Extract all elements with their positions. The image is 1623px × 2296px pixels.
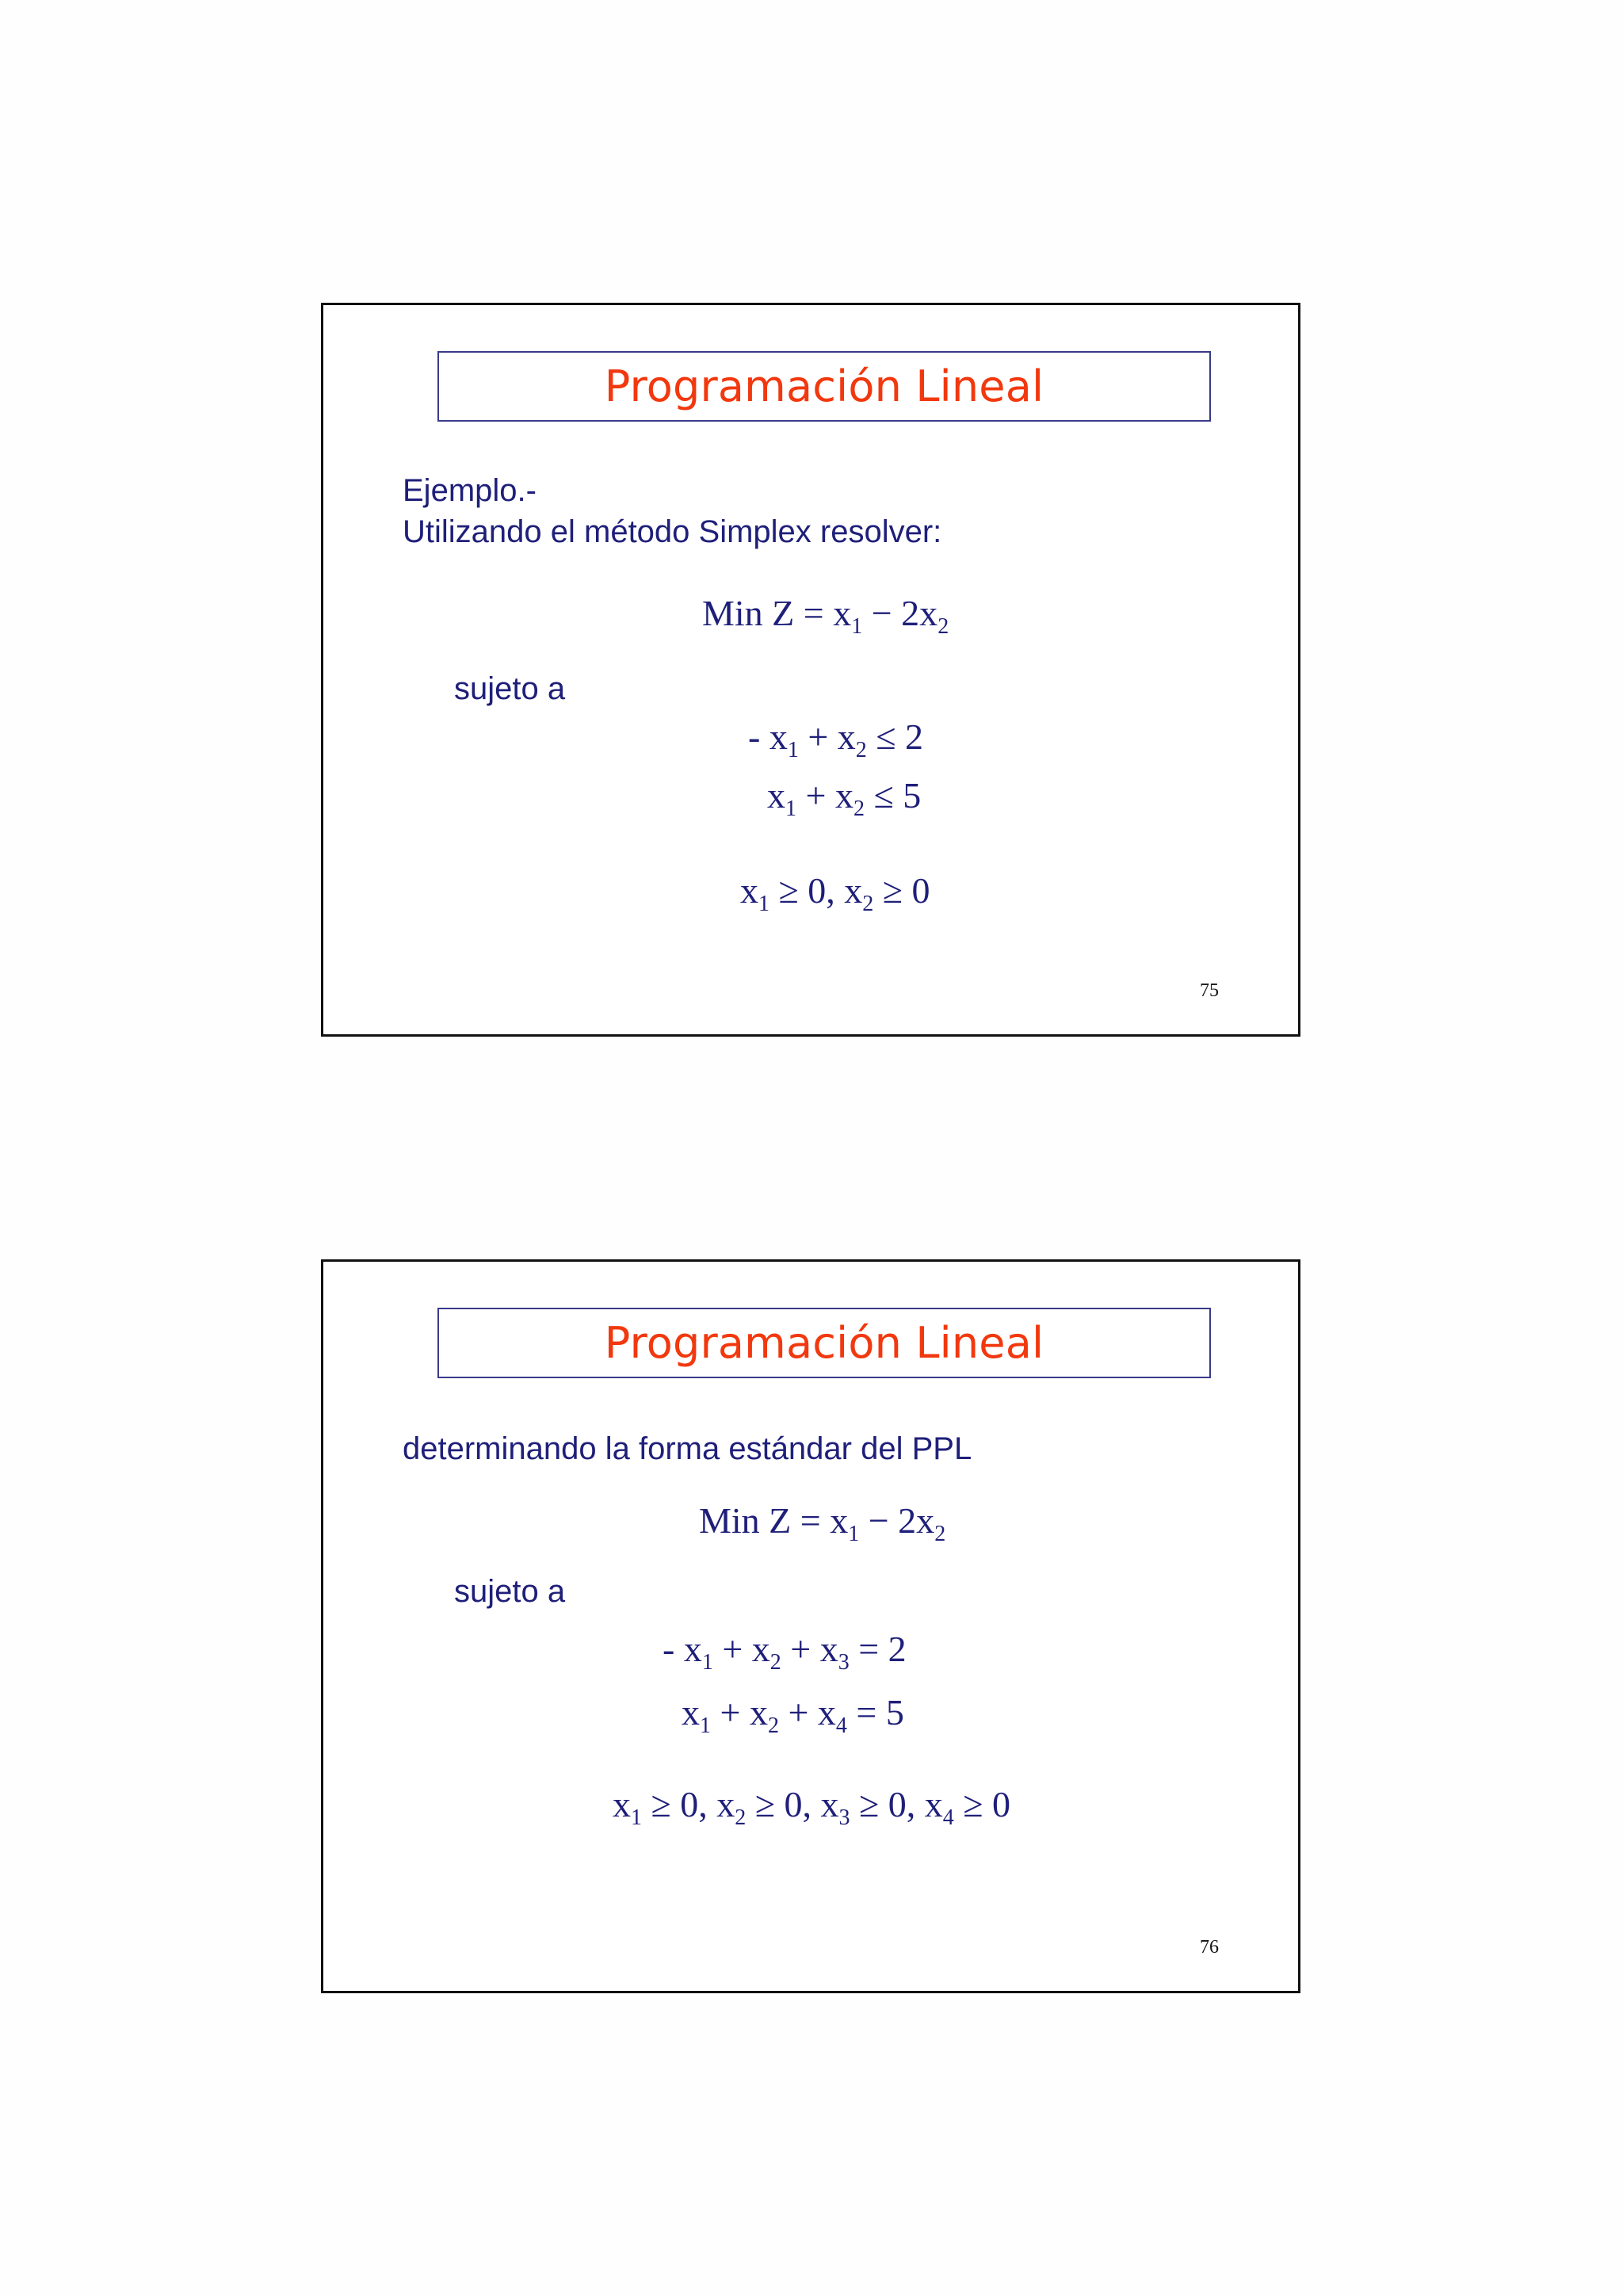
subject-to-label: sujeto a [454, 1574, 566, 1609]
page-number: 76 [1200, 1937, 1219, 1958]
example-label: Ejemplo.- [403, 473, 537, 508]
standard-form-text: determinando la forma estándar del PPL [403, 1431, 972, 1466]
slide-75 [321, 303, 1300, 1037]
slide-title-box [437, 1308, 1211, 1378]
slide-76 [321, 1259, 1300, 1993]
constraint-2: $x_1 + x_2 + x_4 = 5$ [682, 1692, 904, 1738]
slide-title: Programación Lineal [604, 361, 1044, 411]
constraint-2: $x_1 + x_2 \le 5$ [767, 775, 922, 821]
instruction-text: Utilizando el método Simplex resolver: [403, 514, 942, 549]
constraint-1: - $x_1 + x_2 + x_3 = 2$ [663, 1629, 907, 1675]
objective-function: Min $Z = x_1 - 2x_2$ [699, 1500, 946, 1546]
slide-title: Programación Lineal [604, 1318, 1044, 1368]
nonnegativity-constraints: $x_1 \ge 0$, $x_2 \ge 0$, $x_3 \ge 0$, $x_4 \ge 0$ [613, 1784, 1010, 1830]
subject-to-label: sujeto a [454, 671, 566, 706]
slide-title-box [437, 351, 1211, 422]
objective-function: Min $Z = x_1 - 2x_2$ [702, 593, 949, 639]
nonnegativity-constraints: $x_1 \ge 0$, $x_2 \ge 0$ [740, 870, 930, 916]
constraint-1: - $x_1 + x_2 \le 2$ [748, 716, 924, 762]
page-number: 75 [1200, 980, 1219, 1001]
